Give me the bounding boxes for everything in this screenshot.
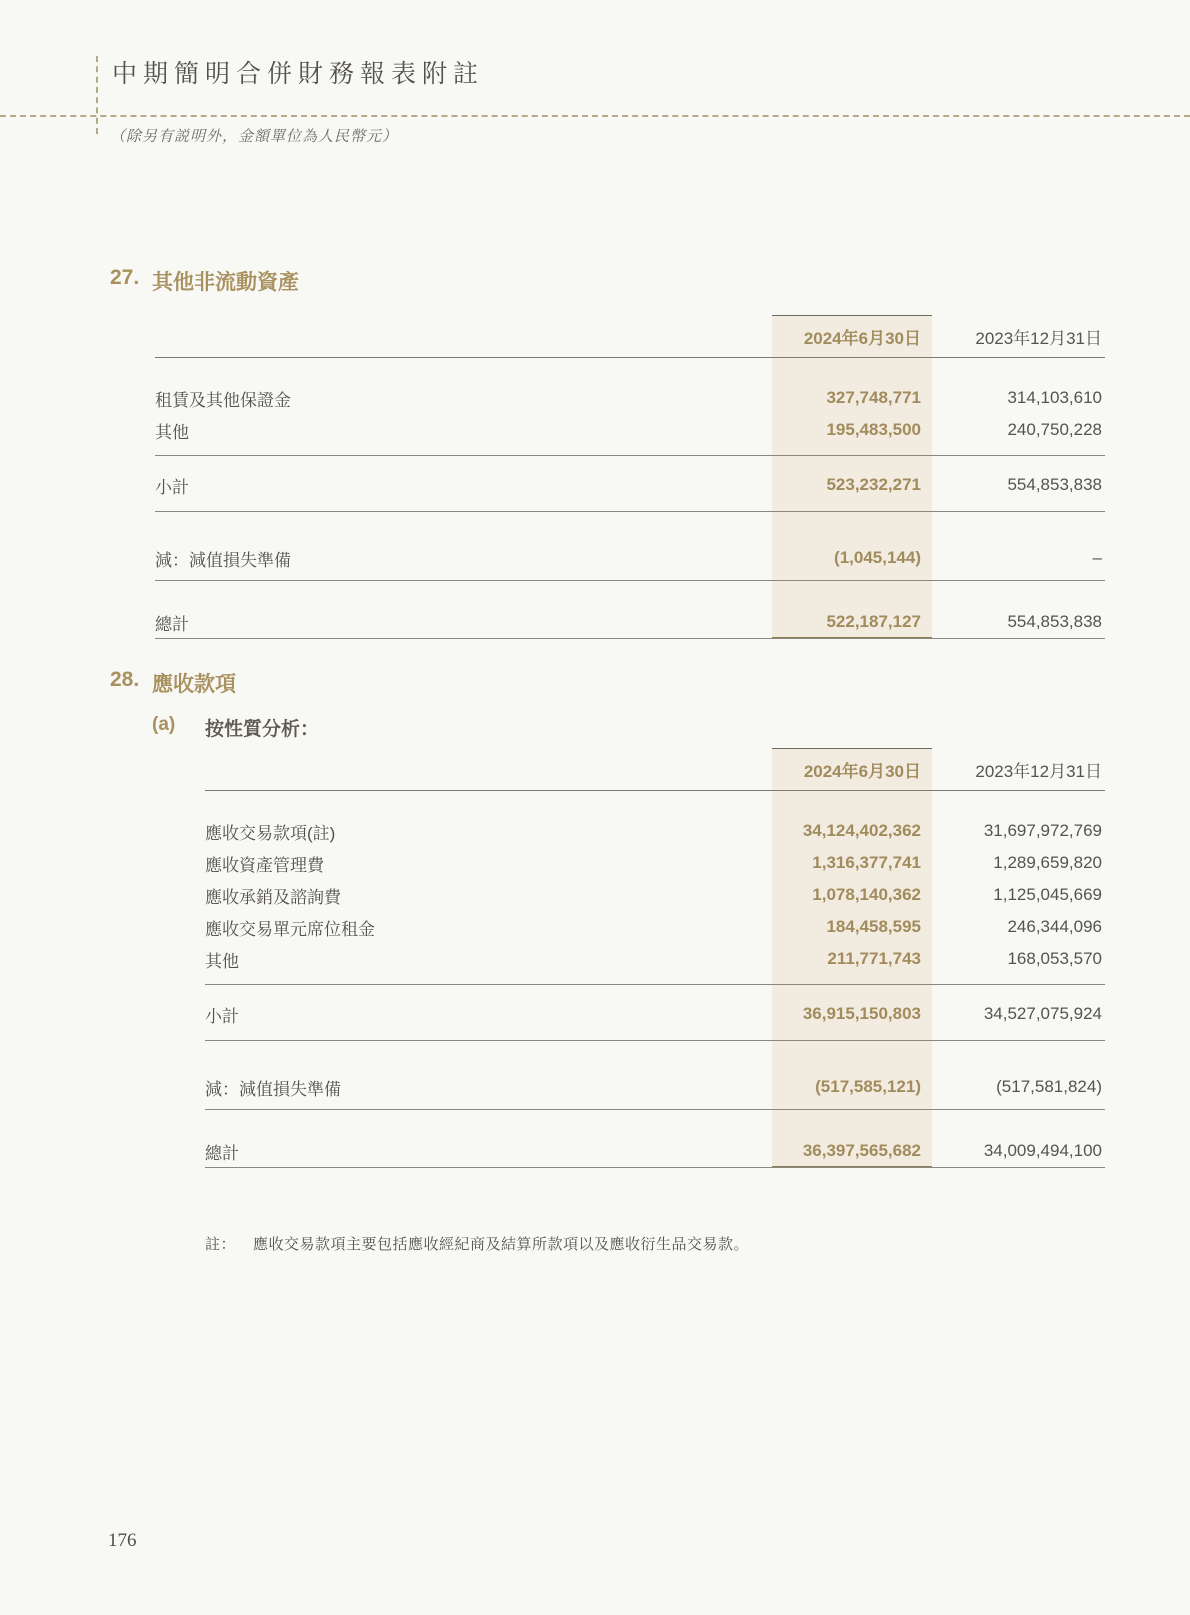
deduction-row xyxy=(155,542,1105,574)
horizontal-dashed-rule xyxy=(0,115,1190,117)
table-row xyxy=(205,943,1105,975)
section-number: 27. xyxy=(110,266,140,289)
row-label: 應收交易單元席位租金 xyxy=(205,919,375,939)
row-value-2023: 1,289,659,820 xyxy=(993,853,1102,872)
table-header-row xyxy=(155,315,1105,358)
footnote-label: 註： xyxy=(205,1236,237,1253)
table-row xyxy=(155,382,1105,414)
row-value-2023: 246,344,096 xyxy=(1007,917,1102,936)
section-number: 28. xyxy=(110,668,140,691)
row-value-2024: 1,078,140,362 xyxy=(812,885,921,904)
deduction-row xyxy=(205,1071,1105,1103)
column-header-2023: 2023年12月31日 xyxy=(975,328,1102,348)
row-label: 其他 xyxy=(155,422,189,442)
row-label: 應收承銷及諮詢費 xyxy=(205,887,341,907)
row-value-2024: 36,915,150,803 xyxy=(802,1004,921,1023)
row-value-2023: 1,125,045,669 xyxy=(993,885,1102,904)
row-value-2024: (517,585,121) xyxy=(815,1077,921,1096)
table-row xyxy=(155,414,1105,446)
vertical-dashed-rule xyxy=(96,56,98,134)
row-value-2023: 31,697,972,769 xyxy=(983,821,1102,840)
table-row xyxy=(205,911,1105,943)
page-title: 中期簡明合併財務報表附註 xyxy=(112,61,485,88)
row-value-2023: 168,053,570 xyxy=(1007,949,1102,968)
row-value-2023: 554,853,838 xyxy=(1007,612,1102,631)
subtotal-row xyxy=(205,998,1105,1030)
row-label: 應收資產管理費 xyxy=(205,855,324,875)
receivables-table xyxy=(205,748,1105,1168)
row-value-2023: 314,103,610 xyxy=(1007,388,1102,407)
section-title: 其他非流動資產 xyxy=(152,271,299,294)
row-value-2024: (1,045,144) xyxy=(834,548,921,567)
other-non-current-assets-table xyxy=(155,315,1105,639)
table-header-row xyxy=(205,748,1105,791)
table-row xyxy=(205,815,1105,847)
subsection-number: (a) xyxy=(152,714,176,735)
row-value-2023: 240,750,228 xyxy=(1007,420,1102,439)
page-subtitle: （除另有説明外，金額單位為人民幣元） xyxy=(110,129,399,145)
row-label: 減：減值損失準備 xyxy=(155,550,291,570)
section-28-heading xyxy=(110,668,236,698)
row-value-2024: 184,458,595 xyxy=(826,917,921,936)
footnote-text: 應收交易款項主要包括應收經紀商及結算所款項以及應收衍生品交易款。 xyxy=(253,1236,750,1253)
row-value-2024: 195,483,500 xyxy=(826,420,921,439)
page-number: 176 xyxy=(108,1530,137,1551)
section-title: 應收款項 xyxy=(152,673,236,696)
row-value-2024: 327,748,771 xyxy=(826,388,921,407)
row-value-2024: 211,771,743 xyxy=(827,949,921,968)
column-header-2024: 2024年6月30日 xyxy=(803,761,921,781)
row-value-2023: 554,853,838 xyxy=(1007,475,1102,494)
table-bottom-rule xyxy=(155,638,1105,639)
row-label: 總計 xyxy=(205,1143,239,1163)
row-label: 減：減值損失準備 xyxy=(205,1079,341,1099)
row-label: 小計 xyxy=(155,477,189,497)
row-value-2024: 522,187,127 xyxy=(826,612,921,631)
table-row xyxy=(205,879,1105,911)
row-value-2023: – xyxy=(1092,548,1102,567)
total-row xyxy=(155,606,1105,638)
row-value-2024: 1,316,377,741 xyxy=(812,853,921,872)
section-28a-heading xyxy=(152,714,319,741)
row-value-2023: 34,009,494,100 xyxy=(983,1141,1102,1160)
row-label: 租賃及其他保證金 xyxy=(155,390,291,410)
row-label: 應收交易款項(註) xyxy=(205,823,336,843)
section-27-heading xyxy=(110,266,299,296)
total-row xyxy=(205,1135,1105,1167)
table-bottom-rule xyxy=(205,1167,1105,1168)
footnote xyxy=(205,1233,749,1254)
subtotal-row xyxy=(155,469,1105,501)
row-value-2023: 34,527,075,924 xyxy=(983,1004,1102,1023)
row-label: 小計 xyxy=(205,1006,239,1026)
table-row xyxy=(205,847,1105,879)
row-label: 總計 xyxy=(155,614,189,634)
row-value-2024: 523,232,271 xyxy=(826,475,921,494)
subsection-title: 按性質分析： xyxy=(205,719,320,740)
row-value-2024: 36,397,565,682 xyxy=(802,1141,921,1160)
row-value-2023: (517,581,824) xyxy=(996,1077,1102,1096)
column-header-2023: 2023年12月31日 xyxy=(975,761,1102,781)
column-header-2024: 2024年6月30日 xyxy=(803,328,921,348)
row-value-2024: 34,124,402,362 xyxy=(802,821,921,840)
row-label: 其他 xyxy=(205,951,239,971)
